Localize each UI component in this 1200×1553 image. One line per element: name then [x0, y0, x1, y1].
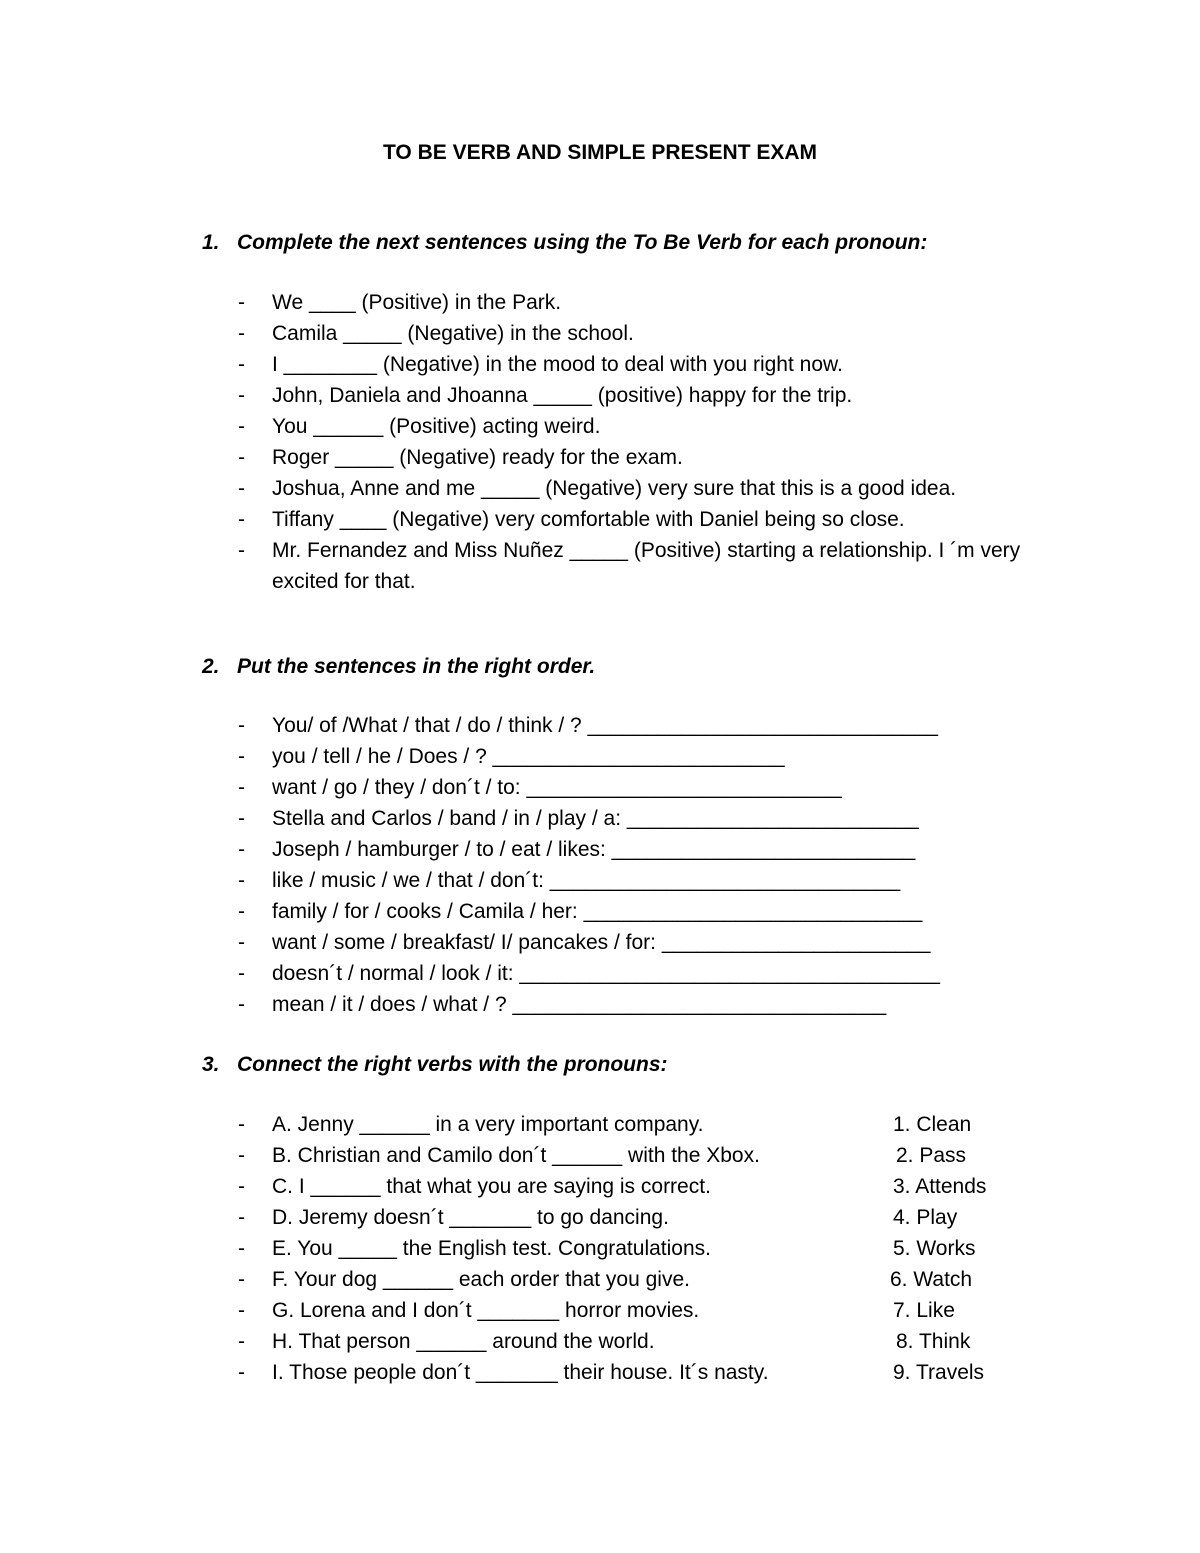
- section-heading-text: Complete the next sentences using the To Be Verb for each pronoun:: [237, 231, 928, 254]
- list-item: [0, 1202, 1200, 1233]
- item-text: want / some / breakfast/ I/ pancakes / for: _______________________: [272, 931, 931, 954]
- verb-option: 5. Works: [893, 1237, 976, 1260]
- item-text: Joshua, Anne and me _____ (Negative) very sure that this is a good idea.: [272, 477, 957, 500]
- item-text: C. I ______ that what you are saying is correct.: [272, 1175, 711, 1198]
- verb-option: 6. Watch: [890, 1268, 973, 1291]
- list-item: [0, 1171, 1200, 1202]
- list-item: [0, 287, 1200, 318]
- list-item: [0, 442, 1200, 473]
- list-dash: -: [238, 1206, 245, 1229]
- list-item: [0, 318, 1200, 349]
- item-text: You ______ (Positive) acting weird.: [272, 415, 601, 438]
- section-2-heading: [202, 654, 595, 680]
- list-item: [0, 803, 1200, 834]
- item-text: Tiffany ____ (Negative) very comfortable with Daniel being so close.: [272, 508, 905, 531]
- list-item: [0, 989, 1200, 1020]
- page-title: TO BE VERB AND SIMPLE PRESENT EXAM: [382, 141, 818, 164]
- verb-option: 2. Pass: [896, 1144, 967, 1167]
- list-item: [0, 1233, 1200, 1264]
- list-item: [0, 1264, 1200, 1295]
- list-dash: -: [238, 776, 245, 799]
- list-item: [0, 1357, 1200, 1388]
- item-text: E. You _____ the English test. Congratulations.: [272, 1237, 711, 1260]
- item-text: G. Lorena and I don´t _______ horror movies.: [272, 1299, 700, 1322]
- list-item: [0, 473, 1032, 504]
- list-dash: -: [238, 1237, 245, 1260]
- list-dash: -: [238, 322, 245, 345]
- verb-option: 7. Like: [893, 1299, 955, 1322]
- list-item: [0, 380, 1200, 411]
- list-item: [0, 710, 1200, 741]
- section-1-list: [0, 287, 1200, 597]
- item-text: F. Your dog ______ each order that you give.: [272, 1268, 690, 1291]
- section-3-heading: [202, 1052, 668, 1078]
- section-number: 2.: [202, 655, 220, 678]
- section-heading-text: Connect the right verbs with the pronouns:: [237, 1053, 668, 1076]
- list-item: [0, 741, 1200, 772]
- section-number: 1.: [202, 231, 220, 254]
- list-dash: -: [238, 993, 245, 1016]
- list-dash: -: [238, 415, 245, 438]
- item-text: You/ of /What / that / do / think / ? ______________________________: [272, 714, 938, 737]
- list-dash: -: [238, 353, 245, 376]
- list-dash: -: [238, 745, 245, 768]
- list-dash: -: [238, 539, 245, 562]
- list-dash: -: [238, 1299, 245, 1322]
- list-dash: -: [238, 384, 245, 407]
- item-text: Stella and Carlos / band / in / play / a: _________________________: [272, 807, 919, 830]
- list-item: [0, 834, 1200, 865]
- list-item: [0, 1109, 1200, 1140]
- list-item: [0, 865, 1200, 896]
- section-3-list: [0, 1109, 1200, 1388]
- section-heading-text: Put the sentences in the right order.: [237, 655, 596, 678]
- list-dash: -: [238, 1268, 245, 1291]
- verb-option: 9. Travels: [893, 1361, 985, 1384]
- item-text: family / for / cooks / Camila / her: _____________________________: [272, 900, 923, 923]
- item-text: A. Jenny ______ in a very important company.: [272, 1113, 704, 1136]
- list-item: [0, 896, 1200, 927]
- list-dash: -: [238, 962, 245, 985]
- item-text: want / go / they / don´t / to: ___________________________: [272, 776, 842, 799]
- item-text: D. Jeremy doesn´t _______ to go dancing.: [272, 1206, 669, 1229]
- list-item: [0, 349, 1200, 380]
- item-text: Camila _____ (Negative) in the school.: [272, 322, 634, 345]
- list-dash: -: [238, 1361, 245, 1384]
- item-text: doesn´t / normal / look / it: ____________________________________: [272, 962, 940, 985]
- verb-option: 4. Play: [893, 1206, 958, 1229]
- item-text: Joseph / hamburger / to / eat / likes: __________________________: [272, 838, 916, 861]
- item-text: John, Daniela and Jhoanna _____ (positive) happy for the trip.: [272, 384, 853, 407]
- list-dash: -: [238, 1175, 245, 1198]
- list-dash: -: [238, 1330, 245, 1353]
- list-dash: -: [238, 931, 245, 954]
- list-item: [0, 1295, 1200, 1326]
- item-text: Mr. Fernandez and Miss Nuñez _____ (Positive) starting a relationship. I ´m very excited for that.: [272, 539, 1021, 593]
- list-item: [0, 535, 1032, 597]
- item-text: mean / it / does / what / ? ________________________________: [272, 993, 887, 1016]
- list-dash: -: [238, 508, 245, 531]
- section-number: 3.: [202, 1053, 220, 1076]
- list-dash: -: [238, 1144, 245, 1167]
- list-dash: -: [238, 714, 245, 737]
- verb-option: 8. Think: [896, 1330, 971, 1353]
- list-item: [0, 1326, 1200, 1357]
- item-text: you / tell / he / Does / ? _________________________: [272, 745, 785, 768]
- item-text: I ________ (Negative) in the mood to deal with you right now.: [272, 353, 843, 376]
- list-dash: -: [238, 869, 245, 892]
- item-text: like / music / we / that / don´t: ______________________________: [272, 869, 901, 892]
- list-dash: -: [238, 1113, 245, 1136]
- list-item: [0, 1140, 1200, 1171]
- list-item: [0, 504, 1200, 535]
- item-text: B. Christian and Camilo don´t ______ with the Xbox.: [272, 1144, 760, 1167]
- list-dash: -: [238, 900, 245, 923]
- item-text: We ____ (Positive) in the Park.: [272, 291, 562, 314]
- list-dash: -: [238, 838, 245, 861]
- item-text: H. That person ______ around the world.: [272, 1330, 655, 1353]
- item-text: Roger _____ (Negative) ready for the exam.: [272, 446, 683, 469]
- verb-option: 3. Attends: [893, 1175, 987, 1198]
- section-1-heading: [202, 230, 927, 256]
- list-item: [0, 411, 1200, 442]
- section-2-list: [0, 710, 1200, 1020]
- list-dash: -: [238, 446, 245, 469]
- list-dash: -: [238, 807, 245, 830]
- list-item: [0, 958, 1200, 989]
- list-dash: -: [238, 477, 245, 500]
- verb-option: 1. Clean: [893, 1113, 972, 1136]
- list-item: [0, 772, 1200, 803]
- list-dash: -: [238, 291, 245, 314]
- item-text: I. Those people don´t _______ their house. It´s nasty.: [272, 1361, 769, 1384]
- list-item: [0, 927, 1200, 958]
